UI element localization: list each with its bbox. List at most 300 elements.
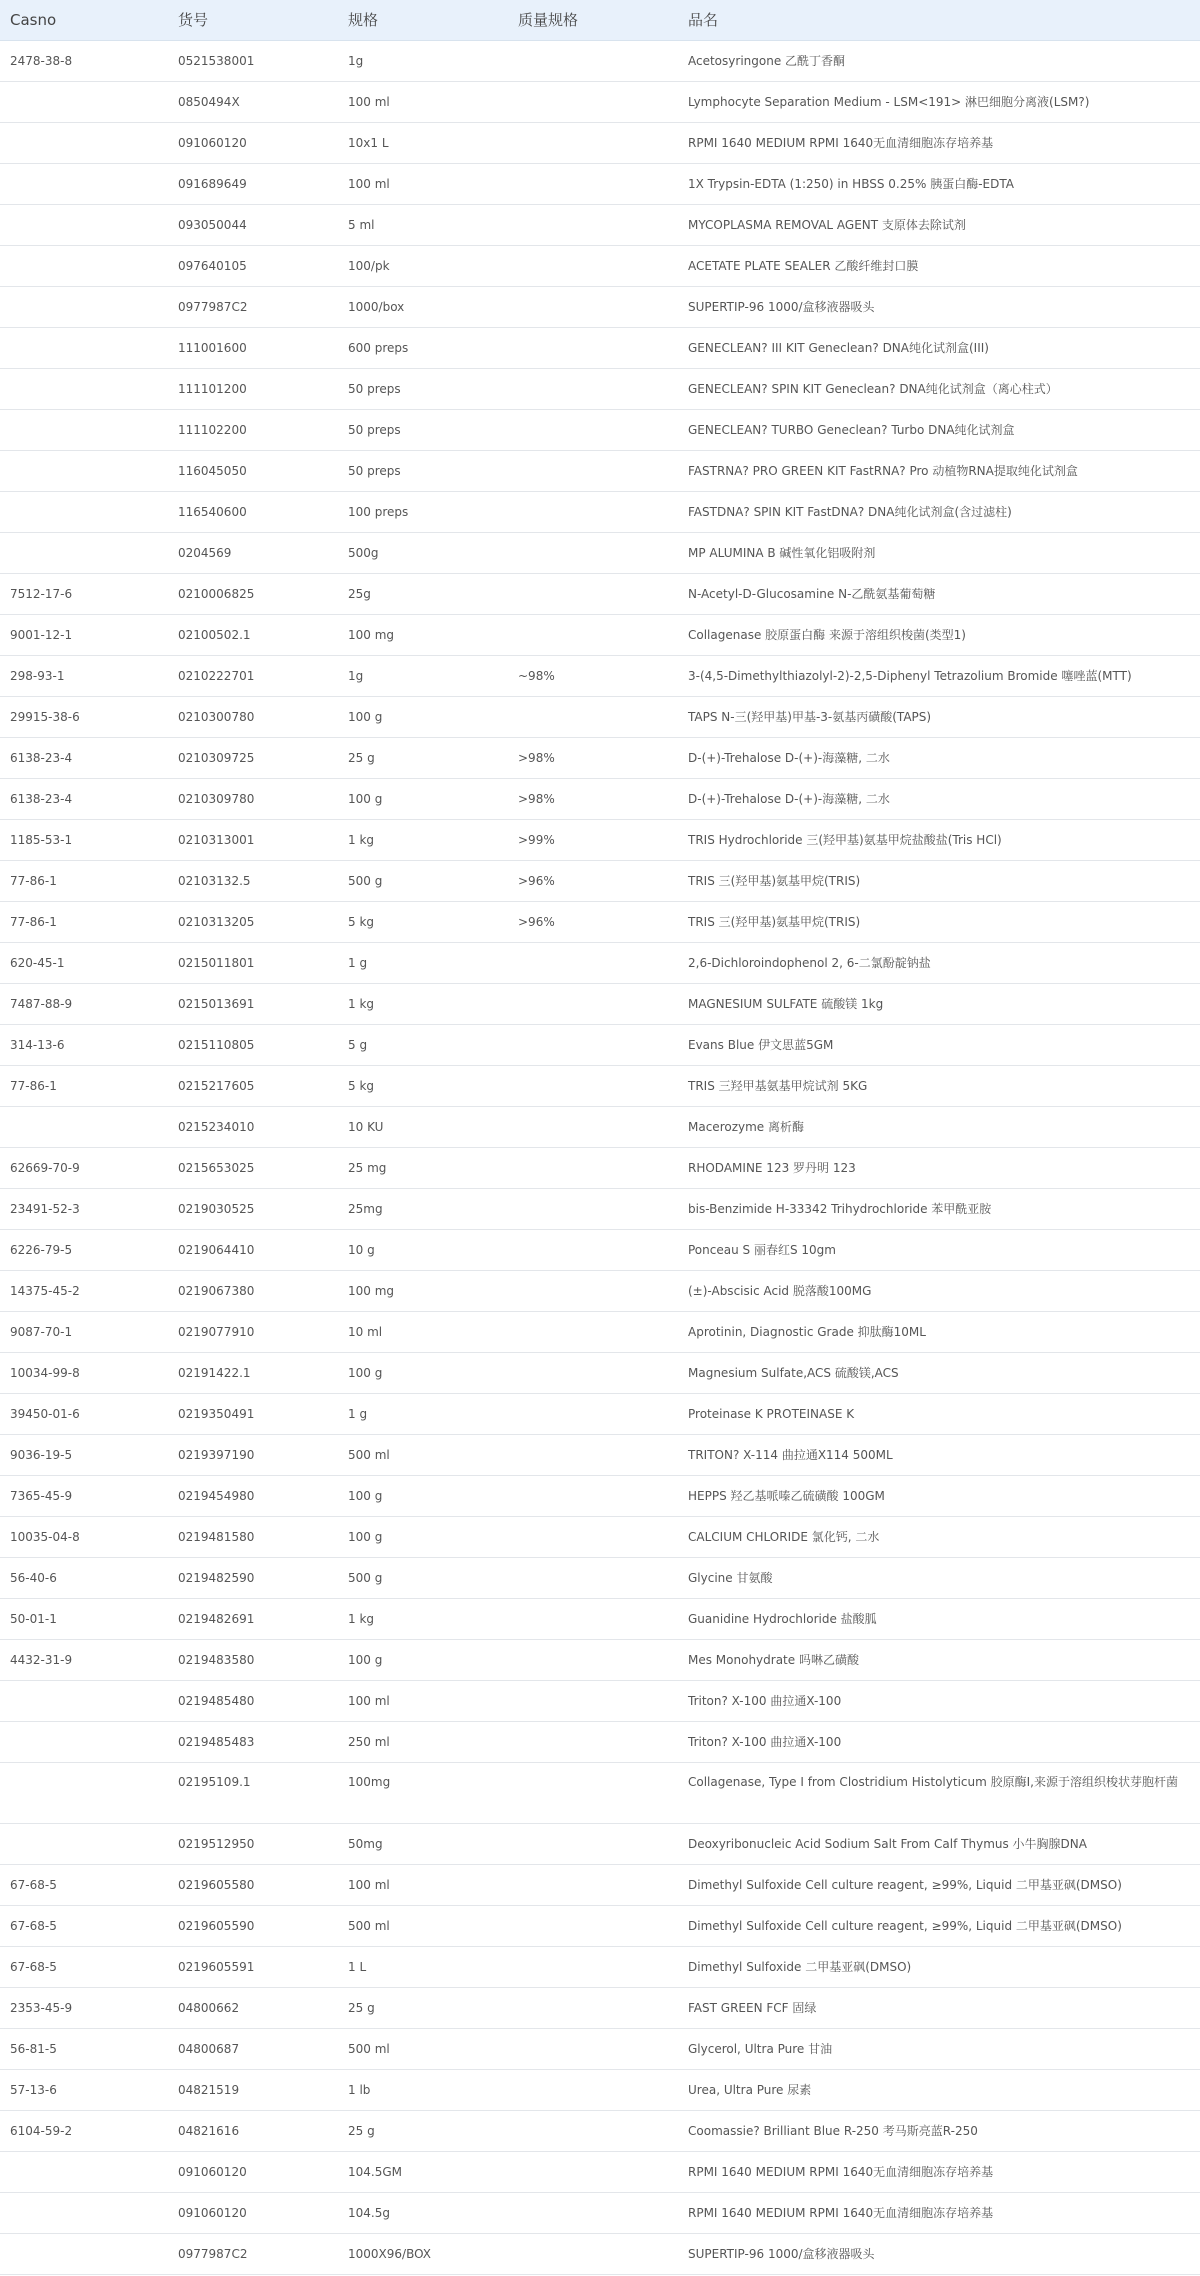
table-row (0, 1721, 1200, 1762)
cell-product-name: FASTDNA? SPIN KIT FastDNA? DNA纯化试剂盒(含过滤柱) (678, 491, 1200, 532)
cell-product-name: Mes Monohydrate 吗啉乙磺酸 (678, 1639, 1200, 1680)
cell-product-name: GENECLEAN? TURBO Geneclean? Turbo DNA纯化试剂盒 (678, 409, 1200, 450)
cell-item-number: 0210300780 (168, 696, 338, 737)
header-spec: 规格 (338, 0, 508, 40)
cell-spec: 500 g (338, 1557, 508, 1598)
cell-casno (0, 1680, 168, 1721)
cell-quality-spec (508, 122, 678, 163)
cell-casno: 6138-23-4 (0, 737, 168, 778)
cell-spec: 250 ml (338, 1721, 508, 1762)
cell-item-number: 0215234010 (168, 1106, 338, 1147)
cell-casno (0, 2192, 168, 2233)
cell-casno: 10034-99-8 (0, 1352, 168, 1393)
cell-quality-spec (508, 1065, 678, 1106)
cell-quality-spec (508, 1721, 678, 1762)
table-row (0, 1823, 1200, 1864)
cell-product-name: TRIS 三(羟甲基)氨基甲烷(TRIS) (678, 901, 1200, 942)
cell-spec: 25mg (338, 1188, 508, 1229)
cell-spec: 1 kg (338, 819, 508, 860)
cell-item-number: 0219030525 (168, 1188, 338, 1229)
cell-spec: 1 kg (338, 1598, 508, 1639)
cell-item-number: 091060120 (168, 2192, 338, 2233)
table-row (0, 655, 1200, 696)
cell-spec: 1000/box (338, 286, 508, 327)
cell-item-number: 097640105 (168, 245, 338, 286)
cell-spec: 5 kg (338, 1065, 508, 1106)
table-row (0, 1987, 1200, 2028)
cell-product-name: 1X Trypsin-EDTA (1:250) in HBSS 0.25% 胰蛋白酶-EDTA (678, 163, 1200, 204)
header-quality-spec: 质量规格 (508, 0, 678, 40)
table-row (0, 1311, 1200, 1352)
cell-quality-spec (508, 1557, 678, 1598)
table-row (0, 1188, 1200, 1229)
cell-item-number: 0204569 (168, 532, 338, 573)
cell-item-number: 0219605591 (168, 1946, 338, 1987)
cell-casno (0, 204, 168, 245)
cell-item-number: 0219350491 (168, 1393, 338, 1434)
cell-spec: 1 kg (338, 983, 508, 1024)
cell-item-number: 04800662 (168, 1987, 338, 2028)
cell-spec: 100 ml (338, 1864, 508, 1905)
table-row (0, 1147, 1200, 1188)
cell-item-number: 0210309725 (168, 737, 338, 778)
cell-product-name: RHODAMINE 123 罗丹明 123 (678, 1147, 1200, 1188)
cell-casno: 620-45-1 (0, 942, 168, 983)
cell-item-number: 0521538001 (168, 40, 338, 81)
cell-product-name: Deoxyribonucleic Acid Sodium Salt From Calf Thymus 小牛胸腺DNA (678, 1823, 1200, 1864)
cell-quality-spec (508, 1987, 678, 2028)
cell-product-name: ACETATE PLATE SEALER 乙酸纤维封口膜 (678, 245, 1200, 286)
cell-item-number: 0215217605 (168, 1065, 338, 1106)
table-row (0, 40, 1200, 81)
cell-item-number: 0219077910 (168, 1311, 338, 1352)
cell-item-number: 04821519 (168, 2069, 338, 2110)
table-row (0, 2069, 1200, 2110)
cell-casno (0, 81, 168, 122)
table-row (0, 1352, 1200, 1393)
cell-item-number: 0215653025 (168, 1147, 338, 1188)
cell-product-name: Dimethyl Sulfoxide 二甲基亚砜(DMSO) (678, 1946, 1200, 1987)
cell-spec: 25 g (338, 1987, 508, 2028)
cell-quality-spec (508, 1946, 678, 1987)
cell-quality-spec (508, 491, 678, 532)
cell-product-name: MP ALUMINA B 碱性氧化铝吸附剂 (678, 532, 1200, 573)
cell-item-number: 0219512950 (168, 1823, 338, 1864)
table-row (0, 1639, 1200, 1680)
cell-casno: 10035-04-8 (0, 1516, 168, 1557)
cell-casno (0, 1721, 168, 1762)
cell-item-number: 116045050 (168, 450, 338, 491)
cell-item-number: 0219064410 (168, 1229, 338, 1270)
table-row (0, 1598, 1200, 1639)
cell-quality-spec (508, 1905, 678, 1946)
cell-product-name: Evans Blue 伊文思蓝5GM (678, 1024, 1200, 1065)
table-row (0, 2110, 1200, 2151)
cell-casno (0, 368, 168, 409)
cell-quality-spec (508, 1762, 678, 1823)
cell-item-number: 0219454980 (168, 1475, 338, 1516)
cell-item-number: 02103132.5 (168, 860, 338, 901)
cell-product-name: Glycine 甘氨酸 (678, 1557, 1200, 1598)
cell-spec: 50mg (338, 1823, 508, 1864)
cell-quality-spec (508, 1823, 678, 1864)
cell-quality-spec (508, 2069, 678, 2110)
cell-quality-spec (508, 163, 678, 204)
cell-item-number: 0977987C2 (168, 2233, 338, 2274)
table-row (0, 1024, 1200, 1065)
cell-product-name: 2,6-Dichloroindophenol 2, 6-二氯酚靛钠盐 (678, 942, 1200, 983)
cell-spec: 100 g (338, 778, 508, 819)
cell-casno: 9087-70-1 (0, 1311, 168, 1352)
header-item-number: 货号 (168, 0, 338, 40)
cell-item-number: 02191422.1 (168, 1352, 338, 1393)
cell-spec: 10 KU (338, 1106, 508, 1147)
cell-product-name: GENECLEAN? SPIN KIT Geneclean? DNA纯化试剂盒（离心柱式） (678, 368, 1200, 409)
cell-product-name: SUPERTIP-96 1000/盒移液器吸头 (678, 2233, 1200, 2274)
cell-item-number: 0210222701 (168, 655, 338, 696)
table-header (0, 0, 1200, 40)
cell-casno (0, 327, 168, 368)
cell-product-name: D-(+)-Trehalose D-(+)-海藻糖, 二水 (678, 778, 1200, 819)
cell-spec: 50 preps (338, 368, 508, 409)
table-row (0, 573, 1200, 614)
cell-casno: 67-68-5 (0, 1905, 168, 1946)
cell-spec: 1 L (338, 1946, 508, 1987)
cell-quality-spec (508, 1598, 678, 1639)
cell-spec: 100 g (338, 1639, 508, 1680)
cell-spec: 25 mg (338, 1147, 508, 1188)
table-row (0, 860, 1200, 901)
cell-casno: 4432-31-9 (0, 1639, 168, 1680)
cell-item-number: 0219481580 (168, 1516, 338, 1557)
cell-quality-spec (508, 1270, 678, 1311)
table-row (0, 1557, 1200, 1598)
cell-item-number: 0215011801 (168, 942, 338, 983)
cell-casno: 2478-38-8 (0, 40, 168, 81)
cell-spec: 10x1 L (338, 122, 508, 163)
cell-spec: 50 preps (338, 450, 508, 491)
cell-quality-spec (508, 286, 678, 327)
cell-casno: 77-86-1 (0, 860, 168, 901)
cell-spec: 50 preps (338, 409, 508, 450)
cell-spec: 600 preps (338, 327, 508, 368)
cell-product-name: Ponceau S 丽春红S 10gm (678, 1229, 1200, 1270)
cell-product-name: FASTRNA? PRO GREEN KIT FastRNA? Pro 动植物RNA提取纯化试剂盒 (678, 450, 1200, 491)
header-casno: Casno (0, 0, 168, 40)
cell-product-name: CALCIUM CHLORIDE 氯化钙, 二水 (678, 1516, 1200, 1557)
cell-item-number: 0210313001 (168, 819, 338, 860)
cell-casno: 14375-45-2 (0, 1270, 168, 1311)
table-row (0, 286, 1200, 327)
cell-quality-spec: >96% (508, 901, 678, 942)
cell-product-name: Macerozyme 离析酶 (678, 1106, 1200, 1147)
cell-casno: 62669-70-9 (0, 1147, 168, 1188)
cell-quality-spec (508, 532, 678, 573)
cell-quality-spec (508, 614, 678, 655)
table-row (0, 204, 1200, 245)
cell-quality-spec: ~98% (508, 655, 678, 696)
cell-item-number: 0210309780 (168, 778, 338, 819)
table-row (0, 2233, 1200, 2274)
cell-item-number: 111101200 (168, 368, 338, 409)
cell-product-name: MYCOPLASMA REMOVAL AGENT 支原体去除试剂 (678, 204, 1200, 245)
cell-item-number: 111001600 (168, 327, 338, 368)
header-row (0, 0, 1200, 40)
cell-spec: 500 ml (338, 1434, 508, 1475)
cell-product-name: TRIS 三羟甲基氨基甲烷试剂 5KG (678, 1065, 1200, 1106)
cell-product-name: Collagenase 胶原蛋白酶 来源于溶组织梭菌(类型1) (678, 614, 1200, 655)
cell-product-name: Acetosyringone 乙酰丁香酮 (678, 40, 1200, 81)
table-row (0, 901, 1200, 942)
cell-casno: 77-86-1 (0, 1065, 168, 1106)
cell-product-name: SUPERTIP-96 1000/盒移液器吸头 (678, 286, 1200, 327)
cell-quality-spec (508, 1311, 678, 1352)
table-row (0, 1393, 1200, 1434)
cell-item-number: 0219482691 (168, 1598, 338, 1639)
cell-casno (0, 245, 168, 286)
table-row (0, 2028, 1200, 2069)
cell-quality-spec (508, 1864, 678, 1905)
cell-item-number: 116540600 (168, 491, 338, 532)
cell-item-number: 0219397190 (168, 1434, 338, 1475)
cell-product-name: 3-(4,5-Dimethylthiazolyl-2)-2,5-Diphenyl Tetrazolium Bromide 噻唑蓝(MTT) (678, 655, 1200, 696)
table-row (0, 614, 1200, 655)
cell-product-name: Triton? X-100 曲拉通X-100 (678, 1680, 1200, 1721)
cell-spec: 1000X96/BOX (338, 2233, 508, 2274)
cell-quality-spec (508, 696, 678, 737)
cell-casno: 298-93-1 (0, 655, 168, 696)
table-row (0, 819, 1200, 860)
cell-spec: 25 g (338, 2110, 508, 2151)
cell-quality-spec (508, 573, 678, 614)
cell-spec: 25g (338, 573, 508, 614)
table-row (0, 163, 1200, 204)
cell-casno: 314-13-6 (0, 1024, 168, 1065)
cell-casno: 56-81-5 (0, 2028, 168, 2069)
cell-product-name: TAPS N-三(羟甲基)甲基-3-氨基丙磺酸(TAPS) (678, 696, 1200, 737)
cell-item-number: 0219485480 (168, 1680, 338, 1721)
cell-product-name: Proteinase K PROTEINASE K (678, 1393, 1200, 1434)
cell-casno: 29915-38-6 (0, 696, 168, 737)
table-row (0, 368, 1200, 409)
cell-product-name: MAGNESIUM SULFATE 硫酸镁 1kg (678, 983, 1200, 1024)
cell-product-name: D-(+)-Trehalose D-(+)-海藻糖, 二水 (678, 737, 1200, 778)
cell-quality-spec (508, 2028, 678, 2069)
cell-quality-spec (508, 2233, 678, 2274)
cell-spec: 1 lb (338, 2069, 508, 2110)
cell-item-number: 0210313205 (168, 901, 338, 942)
cell-casno (0, 491, 168, 532)
cell-product-name: N-Acetyl-D-Glucosamine N-乙酰氨基葡萄糖 (678, 573, 1200, 614)
cell-quality-spec (508, 40, 678, 81)
cell-product-name: Guanidine Hydrochloride 盐酸胍 (678, 1598, 1200, 1639)
table-row (0, 1762, 1200, 1823)
cell-quality-spec (508, 2110, 678, 2151)
cell-spec: 104.5GM (338, 2151, 508, 2192)
cell-casno: 67-68-5 (0, 1864, 168, 1905)
cell-quality-spec: >98% (508, 737, 678, 778)
cell-spec: 100 g (338, 1475, 508, 1516)
cell-spec: 1g (338, 40, 508, 81)
cell-quality-spec: >96% (508, 860, 678, 901)
cell-item-number: 0219483580 (168, 1639, 338, 1680)
cell-item-number: 0219605590 (168, 1905, 338, 1946)
cell-quality-spec (508, 1475, 678, 1516)
table-row (0, 1864, 1200, 1905)
table-row (0, 778, 1200, 819)
cell-product-name: Lymphocyte Separation Medium - LSM<191> 淋巴细胞分离液(LSM?) (678, 81, 1200, 122)
cell-quality-spec (508, 1516, 678, 1557)
cell-product-name: (±)-Abscisic Acid 脱落酸100MG (678, 1270, 1200, 1311)
cell-casno: 7365-45-9 (0, 1475, 168, 1516)
cell-spec: 5 kg (338, 901, 508, 942)
cell-item-number: 0219485483 (168, 1721, 338, 1762)
table-row (0, 1229, 1200, 1270)
cell-product-name: HEPPS 羟乙基哌嗪乙硫磺酸 100GM (678, 1475, 1200, 1516)
cell-quality-spec (508, 1393, 678, 1434)
cell-product-name: TRIS Hydrochloride 三(羟甲基)氨基甲烷盐酸盐(Tris HCl) (678, 819, 1200, 860)
table-row (0, 1106, 1200, 1147)
cell-spec: 500 ml (338, 2028, 508, 2069)
cell-spec: 100/pk (338, 245, 508, 286)
cell-item-number: 091689649 (168, 163, 338, 204)
cell-spec: 500 g (338, 860, 508, 901)
cell-quality-spec (508, 1188, 678, 1229)
cell-spec: 5 ml (338, 204, 508, 245)
cell-spec: 100 ml (338, 1680, 508, 1721)
cell-casno (0, 532, 168, 573)
cell-item-number: 0219482590 (168, 1557, 338, 1598)
cell-product-name: FAST GREEN FCF 固绿 (678, 1987, 1200, 2028)
cell-item-number: 04821616 (168, 2110, 338, 2151)
cell-quality-spec (508, 1434, 678, 1475)
cell-item-number: 0215110805 (168, 1024, 338, 1065)
cell-spec: 104.5g (338, 2192, 508, 2233)
cell-spec: 5 g (338, 1024, 508, 1065)
cell-product-name: bis-Benzimide H-33342 Trihydrochloride 苯甲酰亚胺 (678, 1188, 1200, 1229)
cell-casno (0, 2151, 168, 2192)
cell-casno: 57-13-6 (0, 2069, 168, 2110)
cell-quality-spec (508, 1680, 678, 1721)
cell-spec: 1g (338, 655, 508, 696)
cell-product-name: RPMI 1640 MEDIUM RPMI 1640无血清细胞冻存培养基 (678, 2192, 1200, 2233)
table-row (0, 491, 1200, 532)
table-row (0, 532, 1200, 573)
cell-casno: 23491-52-3 (0, 1188, 168, 1229)
cell-product-name: Urea, Ultra Pure 尿素 (678, 2069, 1200, 2110)
cell-quality-spec (508, 942, 678, 983)
cell-product-name: Coomassie? Brilliant Blue R-250 考马斯亮蓝R-250 (678, 2110, 1200, 2151)
cell-casno (0, 286, 168, 327)
cell-casno: 56-40-6 (0, 1557, 168, 1598)
table-row (0, 1516, 1200, 1557)
cell-spec: 100 preps (338, 491, 508, 532)
cell-spec: 500g (338, 532, 508, 573)
cell-product-name: Dimethyl Sulfoxide Cell culture reagent, ≥99%, Liquid 二甲基亚砜(DMSO) (678, 1864, 1200, 1905)
cell-casno (0, 2233, 168, 2274)
cell-quality-spec (508, 450, 678, 491)
cell-product-name: Dimethyl Sulfoxide Cell culture reagent, ≥99%, Liquid 二甲基亚砜(DMSO) (678, 1905, 1200, 1946)
cell-product-name: Triton? X-100 曲拉通X-100 (678, 1721, 1200, 1762)
cell-product-name: Magnesium Sulfate,ACS 硫酸镁,ACS (678, 1352, 1200, 1393)
cell-item-number: 0215013691 (168, 983, 338, 1024)
cell-item-number: 0219605580 (168, 1864, 338, 1905)
cell-spec: 10 ml (338, 1311, 508, 1352)
table-body (0, 40, 1200, 2274)
cell-quality-spec (508, 2192, 678, 2233)
cell-product-name: Aprotinin, Diagnostic Grade 抑肽酶10ML (678, 1311, 1200, 1352)
cell-item-number: 0850494X (168, 81, 338, 122)
table-row (0, 1680, 1200, 1721)
cell-casno: 1185-53-1 (0, 819, 168, 860)
table-row (0, 737, 1200, 778)
cell-quality-spec (508, 2151, 678, 2192)
table-row (0, 983, 1200, 1024)
table-row (0, 409, 1200, 450)
cell-casno: 2353-45-9 (0, 1987, 168, 2028)
cell-spec: 10 g (338, 1229, 508, 1270)
cell-casno (0, 1823, 168, 1864)
cell-casno: 50-01-1 (0, 1598, 168, 1639)
cell-item-number: 02100502.1 (168, 614, 338, 655)
cell-product-name: RPMI 1640 MEDIUM RPMI 1640无血清细胞冻存培养基 (678, 122, 1200, 163)
cell-casno: 77-86-1 (0, 901, 168, 942)
cell-product-name: Glycerol, Ultra Pure 甘油 (678, 2028, 1200, 2069)
cell-item-number: 091060120 (168, 2151, 338, 2192)
cell-spec: 500 ml (338, 1905, 508, 1946)
cell-casno: 39450-01-6 (0, 1393, 168, 1434)
cell-item-number: 0219067380 (168, 1270, 338, 1311)
table-row (0, 1475, 1200, 1516)
table-row (0, 696, 1200, 737)
cell-spec: 100 mg (338, 1270, 508, 1311)
cell-spec: 100mg (338, 1762, 508, 1823)
cell-quality-spec (508, 1147, 678, 1188)
cell-casno: 6104-59-2 (0, 2110, 168, 2151)
cell-quality-spec (508, 1024, 678, 1065)
cell-casno (0, 163, 168, 204)
cell-item-number: 0977987C2 (168, 286, 338, 327)
cell-quality-spec (508, 245, 678, 286)
cell-casno (0, 1106, 168, 1147)
cell-quality-spec: >99% (508, 819, 678, 860)
cell-spec: 100 g (338, 696, 508, 737)
header-product-name: 品名 (678, 0, 1200, 40)
cell-quality-spec (508, 81, 678, 122)
cell-quality-spec (508, 1106, 678, 1147)
cell-item-number: 02195109.1 (168, 1762, 338, 1823)
cell-spec: 100 ml (338, 163, 508, 204)
cell-spec: 1 g (338, 942, 508, 983)
cell-casno: 6226-79-5 (0, 1229, 168, 1270)
cell-casno (0, 122, 168, 163)
table-row (0, 450, 1200, 491)
cell-item-number: 04800687 (168, 2028, 338, 2069)
cell-quality-spec (508, 1229, 678, 1270)
cell-casno: 7487-88-9 (0, 983, 168, 1024)
cell-spec: 100 g (338, 1516, 508, 1557)
cell-item-number: 0210006825 (168, 573, 338, 614)
cell-spec: 100 g (338, 1352, 508, 1393)
cell-casno (0, 450, 168, 491)
cell-casno: 9001-12-1 (0, 614, 168, 655)
cell-spec: 25 g (338, 737, 508, 778)
cell-spec: 1 g (338, 1393, 508, 1434)
cell-item-number: 093050044 (168, 204, 338, 245)
table-row (0, 81, 1200, 122)
cell-quality-spec (508, 327, 678, 368)
table-row (0, 1946, 1200, 1987)
